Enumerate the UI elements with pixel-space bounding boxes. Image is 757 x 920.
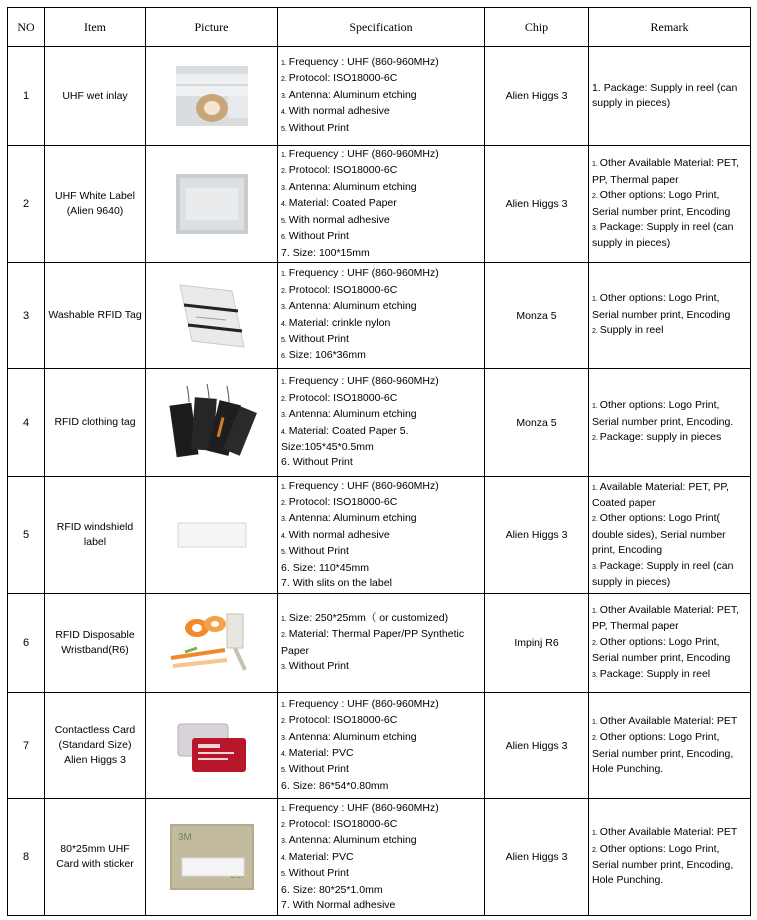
remark-line: Other options: Logo Print, Serial number print, Encoding bbox=[592, 189, 731, 218]
spec-line: Frequency : UHF (860-960MHz) bbox=[288, 267, 439, 280]
item-name: UHF wet inlay bbox=[45, 47, 146, 146]
remark-list: 1. Other Available Material: PET 2. Other options: Logo Print, Serial number print, Encoding, Hole Punching. bbox=[589, 693, 751, 799]
spec-line: Antenna: Aluminum etching bbox=[288, 512, 417, 525]
windshield-label-image bbox=[172, 515, 252, 555]
remark-list: 1. Other Available Material: PET 2. Other options: Logo Print, Serial number print, Encoding, Hole Punching. bbox=[589, 799, 751, 916]
spec-line: Size: 110*45mm bbox=[292, 561, 369, 574]
spec-line: Protocol: ISO18000-6C bbox=[288, 817, 398, 830]
spec-line: Without Print bbox=[288, 230, 349, 243]
product-picture bbox=[146, 47, 278, 146]
spec-line: Antenna: Aluminum etching bbox=[288, 730, 417, 743]
spec-line: Material: Coated Paper 5. bbox=[288, 424, 409, 437]
product-picture bbox=[146, 477, 278, 594]
spec-line: Protocol: ISO18000-6C bbox=[288, 391, 398, 404]
spec-line: Without Print bbox=[288, 763, 349, 776]
spec-line: Size: 80*25*1.0mm bbox=[292, 883, 383, 896]
specification-list: 1. Frequency : UHF (860-960MHz) 2. Protocol: ISO18000-6C 3. Antenna: Aluminum etching 4. Material: PVC 5. Without Print 6. Size: 86*54*0.80mm bbox=[278, 693, 485, 799]
spec-line: Material: Coated Paper bbox=[288, 197, 397, 210]
chip-name: Alien Higgs 3 bbox=[485, 477, 589, 594]
clothing-tag-image bbox=[167, 382, 257, 464]
product-picture bbox=[146, 799, 278, 916]
remark-list: 1. Available Material: PET, PP, Coated paper 2. Other options: Logo Print( double sides), Serial number print, Encoding 3. Package: Supply in reel (can supply in pieces) bbox=[589, 477, 751, 594]
row-number: 7 bbox=[8, 693, 45, 799]
product-picture bbox=[146, 369, 278, 477]
wristband-image bbox=[167, 610, 257, 676]
spec-line: With slits on the label bbox=[292, 577, 392, 590]
item-name: RFID clothing tag bbox=[45, 369, 146, 477]
table-row bbox=[8, 594, 751, 693]
row-number: 6 bbox=[8, 594, 45, 693]
remark-line: Other options: Logo Print, Serial number print, Encoding. bbox=[592, 399, 734, 428]
remark-line: Package: Supply in reel (can supply in pieces) bbox=[592, 559, 734, 589]
remark-line: Other Available Material: PET bbox=[599, 714, 738, 727]
item-name: Contactless Card (Standard Size) Alien Higgs 3 bbox=[45, 693, 146, 799]
chip-name: Monza 5 bbox=[485, 369, 589, 477]
spec-line: Antenna: Aluminum etching bbox=[288, 88, 417, 101]
row-number: 1 bbox=[8, 47, 45, 146]
chip-name: Alien Higgs 3 bbox=[485, 799, 589, 916]
specification-list: 1. Size: 250*25mm（ or customized) 2. Material: Thermal Paper/PP Synthetic Paper 3. Without Print bbox=[278, 594, 485, 693]
header-picture: Picture bbox=[146, 8, 278, 47]
spec-line: Size: 106*36mm bbox=[288, 349, 366, 362]
header-chip: Chip bbox=[485, 8, 589, 47]
spec-line: With normal adhesive bbox=[288, 105, 390, 118]
sticker-card-image bbox=[170, 824, 254, 890]
table-row bbox=[8, 369, 751, 477]
row-number: 2 bbox=[8, 146, 45, 263]
remark-list: 1. Other Available Material: PET, PP, Thermal paper 2. Other options: Logo Print, Serial number print, Encoding 3. Package: Supply in reel (can supply in pieces) bbox=[589, 146, 751, 263]
header-specification: Specification bbox=[278, 8, 485, 47]
spec-line: Size:105*45*0.5mm bbox=[281, 440, 374, 453]
spec-line: Material: Thermal Paper/PP Synthetic Paper bbox=[281, 628, 465, 657]
row-number: 3 bbox=[8, 263, 45, 369]
white-label-image bbox=[176, 174, 248, 234]
remark-line: Package: supply in pieces bbox=[599, 431, 722, 444]
remark-line: Package: Supply in reel (can supply in pieces) bbox=[592, 220, 734, 250]
remark-line: Other Available Material: PET bbox=[599, 826, 738, 839]
spec-line: Protocol: ISO18000-6C bbox=[288, 714, 398, 727]
remark-line: Other options: Logo Print, Serial number print, Encoding, Hole Punching. bbox=[592, 731, 734, 775]
spec-line: Frequency : UHF (860-960MHz) bbox=[288, 148, 439, 161]
washable-tag-image bbox=[176, 281, 248, 351]
table-row bbox=[8, 47, 751, 146]
wet-inlay-reel-image bbox=[176, 66, 248, 126]
row-number: 4 bbox=[8, 369, 45, 477]
spec-line: Frequency : UHF (860-960MHz) bbox=[288, 55, 439, 68]
row-number: 8 bbox=[8, 799, 45, 916]
spec-line: Protocol: ISO18000-6C bbox=[288, 164, 398, 177]
remark-list: 1. Other options: Logo Print, Serial number print, Encoding 2. Supply in reel bbox=[589, 263, 751, 369]
row-number: 5 bbox=[8, 477, 45, 594]
table-row bbox=[8, 693, 751, 799]
remark-line: Other options: Logo Print, Serial number print, Encoding bbox=[592, 635, 731, 665]
spec-line: Frequency : UHF (860-960MHz) bbox=[288, 697, 439, 710]
spec-line: Size: 250*25mm（ or customized) bbox=[288, 611, 449, 624]
spec-line: Frequency : UHF (860-960MHz) bbox=[288, 375, 439, 388]
product-picture bbox=[146, 594, 278, 693]
spec-line: Size: 86*54*0.80mm bbox=[292, 779, 389, 792]
remark-line: Other Available Material: PET, PP, Thermal paper bbox=[592, 603, 740, 633]
remark-line: Package: Supply in reel bbox=[599, 667, 711, 680]
product-picture bbox=[146, 693, 278, 799]
table-row bbox=[8, 477, 751, 594]
table-row bbox=[8, 799, 751, 916]
specification-list: 1. Frequency : UHF (860-960MHz) 2. Protocol: ISO18000-6C 3. Antenna: Aluminum etching 4. Material: PVC 5. Without Print 6. Size: 80*25*1.0mm 7. With Normal adhesive bbox=[278, 799, 485, 916]
chip-name: Alien Higgs 3 bbox=[485, 693, 589, 799]
spec-line: Size: 100*15mm bbox=[292, 246, 370, 259]
spec-line: Frequency : UHF (860-960MHz) bbox=[288, 801, 439, 814]
header-no: NO bbox=[8, 8, 45, 47]
spec-line: Protocol: ISO18000-6C bbox=[288, 495, 398, 508]
svg-text:3M: 3M bbox=[177, 832, 192, 843]
remark-line: Other options: Logo Print, Serial number print, Encoding, Hole Punching. bbox=[592, 842, 734, 887]
spec-line: Antenna: Aluminum etching bbox=[288, 180, 417, 193]
spec-line: Material: crinkle nylon bbox=[288, 316, 391, 329]
spec-line: Antenna: Aluminum etching bbox=[288, 834, 417, 847]
remark-line: Other Available Material: PET, PP, Thermal paper bbox=[592, 157, 740, 186]
item-name: RFID windshield label bbox=[45, 477, 146, 594]
product-table bbox=[7, 7, 751, 916]
chip-name: Alien Higgs 3 bbox=[485, 47, 589, 146]
spec-line: Without Print bbox=[288, 332, 349, 345]
spec-line: Without Print bbox=[288, 867, 349, 880]
spec-line: Antenna: Aluminum etching bbox=[288, 300, 417, 313]
chip-name: Monza 5 bbox=[485, 263, 589, 369]
chip-name: Alien Higgs 3 bbox=[485, 146, 589, 263]
spec-line: Material: PVC bbox=[288, 850, 354, 863]
item-name: Washable RFID Tag bbox=[45, 263, 146, 369]
spec-line: Antenna: Aluminum etching bbox=[288, 408, 417, 421]
item-name: UHF White Label (Alien 9640) bbox=[45, 146, 146, 263]
specification-list: 1. Frequency : UHF (860-960MHz) 2. Protocol: ISO18000-6C 3. Antenna: Aluminum etching 4. With normal adhesive 5. Without Print 6. Size: 110*45mm 7. With slits on the label bbox=[278, 477, 485, 594]
item-name: RFID Disposable Wristband(R6) bbox=[45, 594, 146, 693]
remark-list: 1. Package: Supply in reel (can supply in pieces) bbox=[589, 47, 751, 146]
spec-line: Without Print bbox=[288, 121, 349, 134]
product-picture bbox=[146, 146, 278, 263]
spec-line: Without Print bbox=[292, 456, 353, 469]
remark-list: 1. Other Available Material: PET, PP, Thermal paper 2. Other options: Logo Print, Serial number print, Encoding 3. Package: Supply in reel bbox=[589, 594, 751, 693]
spec-line: With Normal adhesive bbox=[292, 899, 396, 912]
header-remark: Remark bbox=[589, 8, 751, 47]
remark-line: Supply in reel bbox=[599, 324, 664, 337]
table-row bbox=[8, 263, 751, 369]
specification-list: 1. Frequency : UHF (860-960MHz) 2. Protocol: ISO18000-6C 3. Antenna: Aluminum etching 4. With normal adhesive 5. Without Print bbox=[278, 47, 485, 146]
spec-line: Frequency : UHF (860-960MHz) bbox=[288, 479, 439, 492]
specification-list: 1. Frequency : UHF (860-960MHz) 2. Protocol: ISO18000-6C 3. Antenna: Aluminum etching 4. Material: Coated Paper 5. Size:105*45*0.5mm 6. Without Print bbox=[278, 369, 485, 477]
remark-list: 1. Other options: Logo Print, Serial number print, Encoding. 2. Package: supply in pieces bbox=[589, 369, 751, 477]
chip-name: Impinj R6 bbox=[485, 594, 589, 693]
remark-line: Other options: Logo Print, Serial number print, Encoding bbox=[592, 292, 731, 321]
contactless-card-image bbox=[172, 716, 252, 776]
spec-line: With normal adhesive bbox=[288, 528, 390, 541]
spec-line: Without Print bbox=[288, 659, 349, 672]
header-row bbox=[8, 8, 751, 47]
specification-list: 1. Frequency : UHF (860-960MHz) 2. Protocol: ISO18000-6C 3. Antenna: Aluminum etching 4. Material: crinkle nylon 5. Without Print 6. Size: 106*36mm bbox=[278, 263, 485, 369]
spec-line: Without Print bbox=[288, 545, 349, 558]
spec-line: Protocol: ISO18000-6C bbox=[288, 283, 398, 296]
table-row bbox=[8, 146, 751, 263]
spec-line: Protocol: ISO18000-6C bbox=[288, 72, 398, 85]
item-name: 80*25mm UHF Card with sticker bbox=[45, 799, 146, 916]
product-picture bbox=[146, 263, 278, 369]
remark-line: Available Material: PET, PP, Coated paper bbox=[592, 480, 729, 509]
spec-line: With normal adhesive bbox=[288, 213, 390, 226]
header-item: Item bbox=[45, 8, 146, 47]
remark-line: Package: Supply in reel (can supply in pieces) bbox=[592, 81, 738, 109]
spec-line: Material: PVC bbox=[288, 747, 354, 759]
remark-line: Other options: Logo Print( double sides), Serial number print, Encoding bbox=[592, 512, 726, 557]
specification-list: 1. Frequency : UHF (860-960MHz) 2. Protocol: ISO18000-6C 3. Antenna: Aluminum etching 4. Material: Coated Paper 5. With normal adhesive 6. Without Print 7. Size: 100*15mm bbox=[278, 146, 485, 263]
